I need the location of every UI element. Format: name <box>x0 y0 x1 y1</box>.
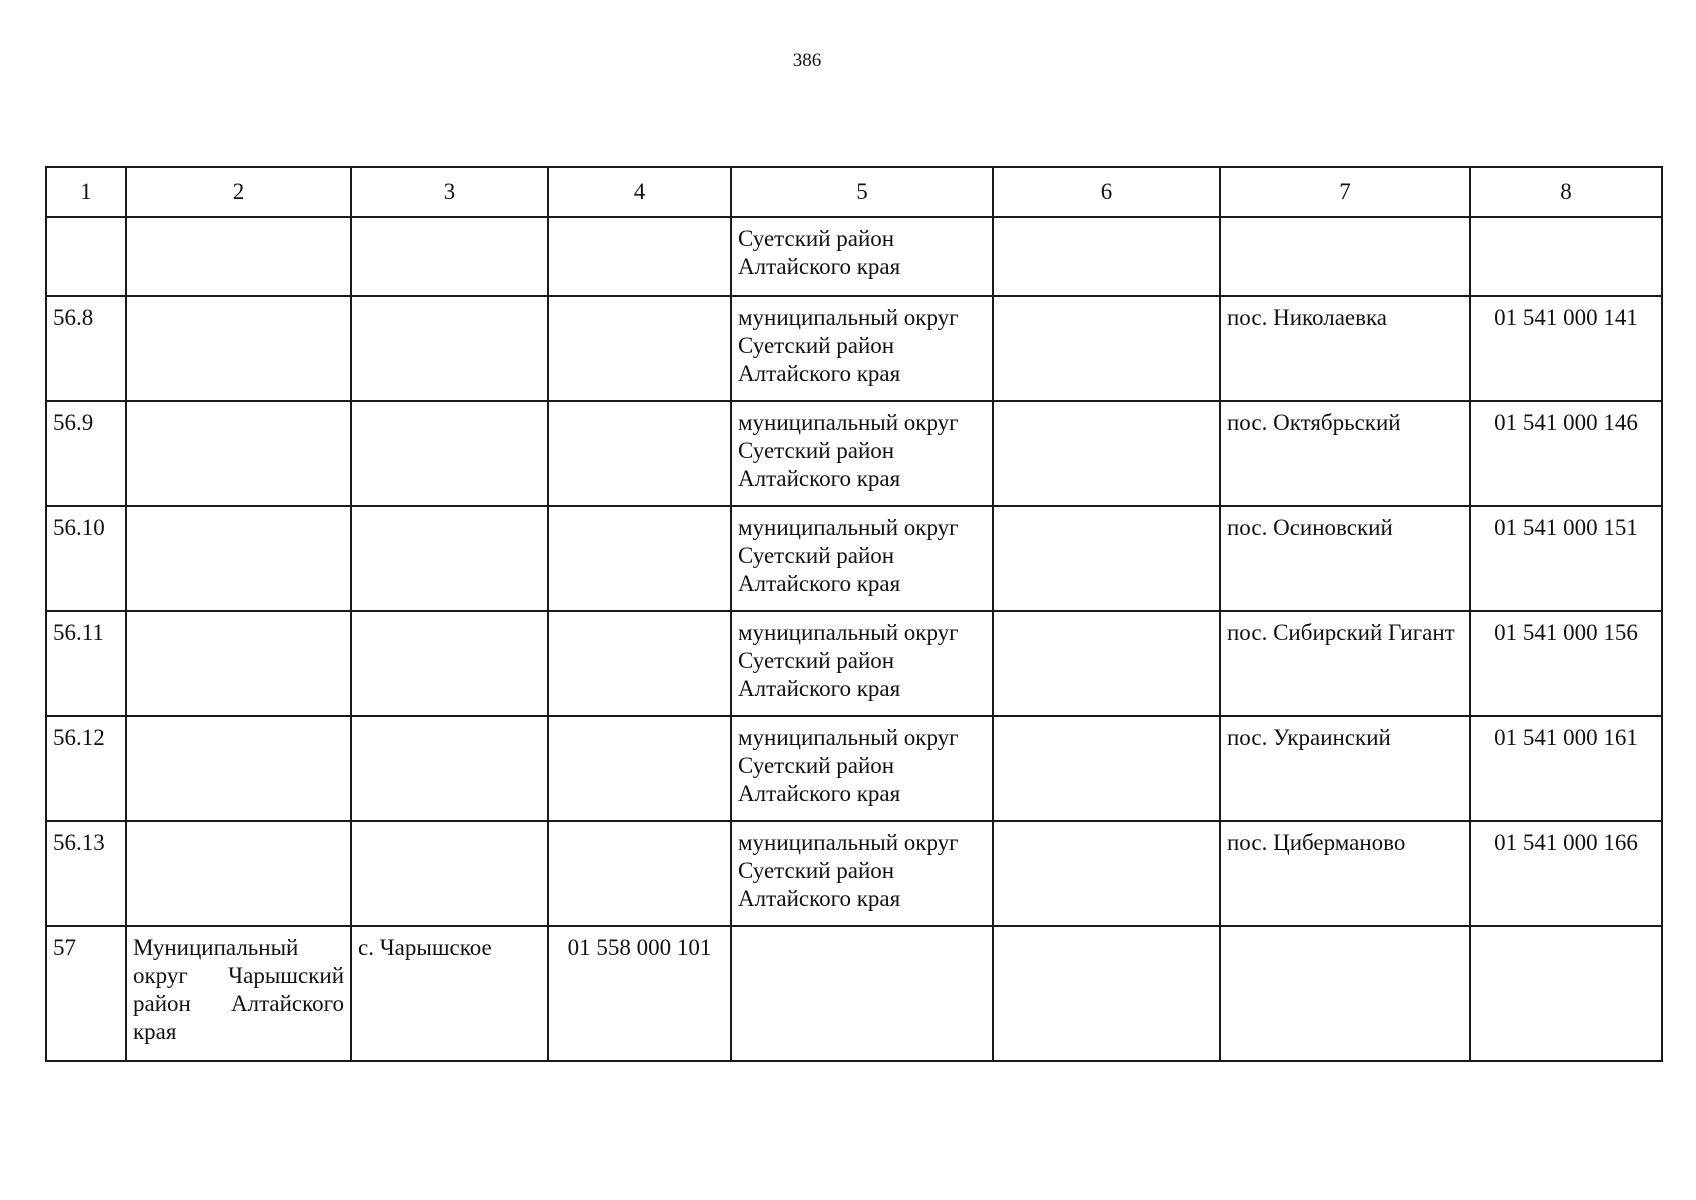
cell-settlement: пос. Осиновский <box>1220 506 1470 611</box>
cell-empty <box>993 611 1220 716</box>
column-header: 5 <box>731 167 993 217</box>
table-row <box>46 296 1662 401</box>
cell-parent-unit <box>731 926 993 1061</box>
cell-empty <box>993 716 1220 821</box>
cell-number: 56.9 <box>46 401 126 506</box>
table-row <box>46 611 1662 716</box>
cell-settlement-code: 01 541 000 151 <box>1470 506 1662 611</box>
cell-center <box>351 611 548 716</box>
column-header: 8 <box>1470 167 1662 217</box>
cell-center <box>351 401 548 506</box>
cell-empty <box>993 926 1220 1061</box>
cell-number: 56.8 <box>46 296 126 401</box>
table-header-row <box>46 167 1662 217</box>
table-row <box>46 926 1662 1061</box>
cell-center <box>351 716 548 821</box>
cell-parent-unit: муниципальный округ Суетский район Алтайского края <box>731 401 993 506</box>
cell-settlement: пос. Украинский <box>1220 716 1470 821</box>
document-table <box>45 166 1663 1062</box>
cell-municipality <box>126 611 351 716</box>
cell-number: 56.11 <box>46 611 126 716</box>
column-header: 6 <box>993 167 1220 217</box>
table-row <box>46 506 1662 611</box>
cell-number: 56.13 <box>46 821 126 926</box>
column-header: 4 <box>548 167 731 217</box>
cell-center <box>351 821 548 926</box>
cell-settlement <box>1220 217 1470 296</box>
column-header: 3 <box>351 167 548 217</box>
cell-number: 56.12 <box>46 716 126 821</box>
cell-municipality <box>126 296 351 401</box>
cell-settlement: пос. Сибирский Гигант <box>1220 611 1470 716</box>
cell-number: 56.10 <box>46 506 126 611</box>
cell-code <box>548 506 731 611</box>
table-row <box>46 821 1662 926</box>
cell-code <box>548 611 731 716</box>
cell-center <box>351 217 548 296</box>
cell-code <box>548 401 731 506</box>
cell-municipality <box>126 821 351 926</box>
cell-number: 57 <box>46 926 126 1061</box>
cell-municipality <box>126 716 351 821</box>
cell-parent-unit: муниципальный округ Суетский район Алтайского края <box>731 821 993 926</box>
cell-parent-unit: муниципальный округ Суетский район Алтайского края <box>731 716 993 821</box>
cell-empty <box>993 821 1220 926</box>
cell-number <box>46 217 126 296</box>
cell-parent-unit: муниципальный округ Суетский район Алтайского края <box>731 506 993 611</box>
cell-settlement-code: 01 541 000 161 <box>1470 716 1662 821</box>
cell-empty <box>993 217 1220 296</box>
cell-empty <box>993 401 1220 506</box>
cell-code <box>548 217 731 296</box>
table-row <box>46 217 1662 296</box>
page-number: 386 <box>792 50 822 71</box>
cell-settlement <box>1220 926 1470 1061</box>
cell-parent-unit: муниципальный округ Суетский район Алтайского края <box>731 296 993 401</box>
cell-empty <box>993 296 1220 401</box>
cell-settlement: пос. Октябрьский <box>1220 401 1470 506</box>
cell-municipality <box>126 401 351 506</box>
cell-municipality: Муниципальный округ Чарышский район Алтайского края <box>126 926 351 1061</box>
cell-settlement: пос. Николаевка <box>1220 296 1470 401</box>
cell-center: с. Чарышское <box>351 926 548 1061</box>
cell-code: 01 558 000 101 <box>548 926 731 1061</box>
cell-settlement: пос. Циберманово <box>1220 821 1470 926</box>
cell-center <box>351 506 548 611</box>
column-header: 7 <box>1220 167 1470 217</box>
cell-empty <box>993 506 1220 611</box>
cell-settlement-code: 01 541 000 146 <box>1470 401 1662 506</box>
cell-code <box>548 716 731 821</box>
cell-settlement-code: 01 541 000 141 <box>1470 296 1662 401</box>
table-row <box>46 716 1662 821</box>
cell-code <box>548 821 731 926</box>
cell-municipality <box>126 217 351 296</box>
cell-parent-unit: муниципальный округ Суетский район Алтайского края <box>731 611 993 716</box>
cell-municipality <box>126 506 351 611</box>
table-row <box>46 401 1662 506</box>
cell-settlement-code: 01 541 000 156 <box>1470 611 1662 716</box>
cell-center <box>351 296 548 401</box>
cell-code <box>548 296 731 401</box>
cell-settlement-code <box>1470 217 1662 296</box>
cell-settlement-code <box>1470 926 1662 1061</box>
cell-parent-unit: Суетский район Алтайского края <box>731 217 993 296</box>
column-header: 2 <box>126 167 351 217</box>
column-header: 1 <box>46 167 126 217</box>
cell-settlement-code: 01 541 000 166 <box>1470 821 1662 926</box>
